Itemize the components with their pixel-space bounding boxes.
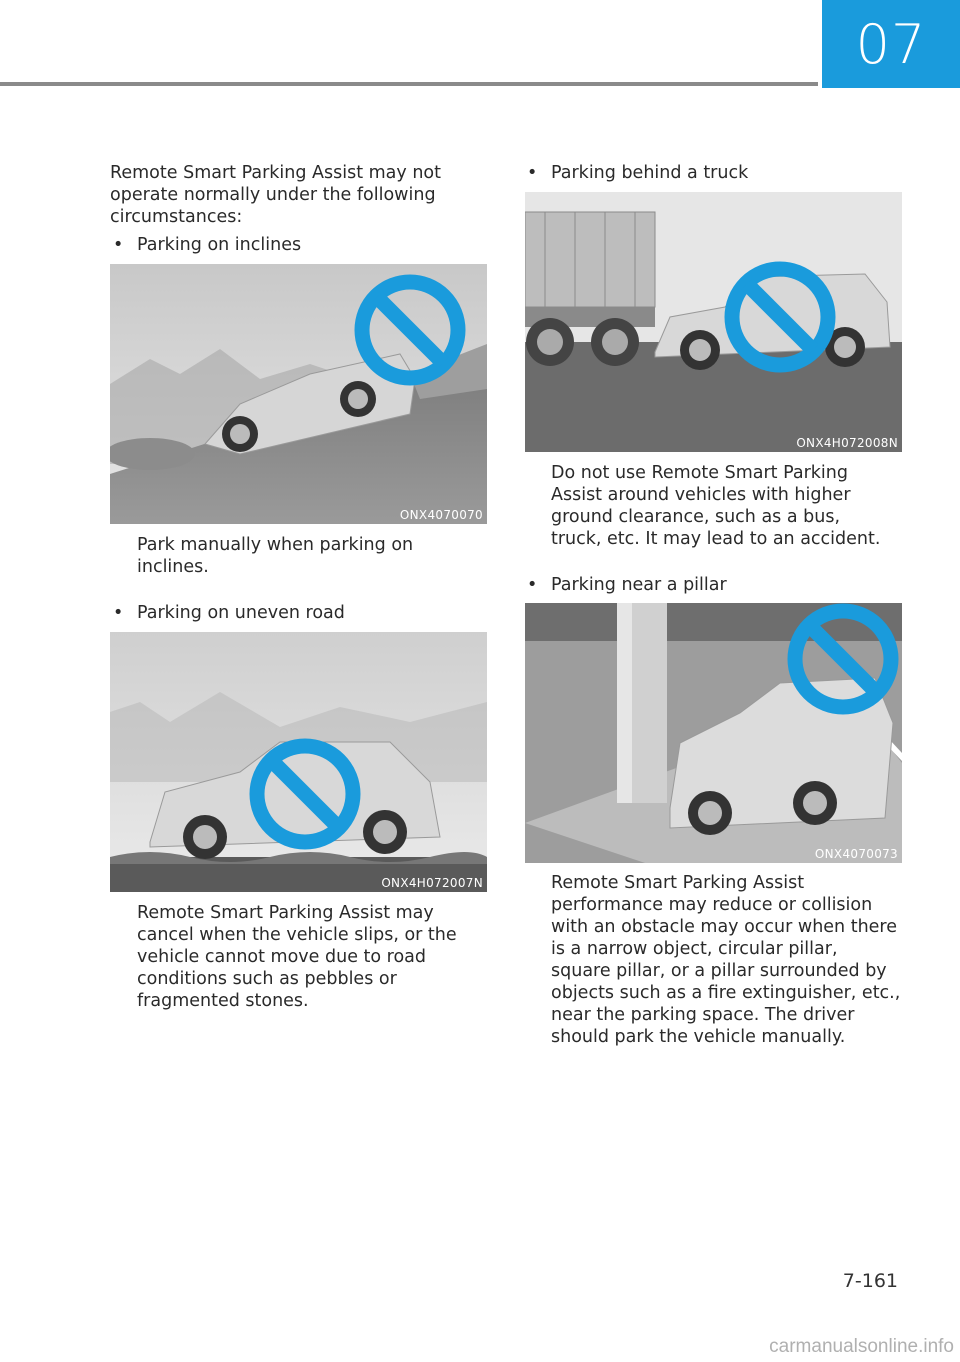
- header-rule: [0, 82, 818, 86]
- bullet-uneven-road: [113, 602, 345, 624]
- bullet-glyph: •: [527, 575, 538, 595]
- figure-code: ONX4070073: [814, 847, 898, 861]
- bullet-inclines-title: Parking on inclines: [137, 235, 302, 255]
- bullet-glyph: •: [113, 235, 124, 255]
- bullet-uneven-road-title: Parking on uneven road: [137, 603, 345, 623]
- figure-inclines: [110, 264, 487, 524]
- bullet-truck: [527, 162, 749, 184]
- figure-truck: [525, 192, 902, 452]
- figure-code: ONX4H072008N: [796, 436, 898, 450]
- bullet-glyph: •: [113, 603, 124, 623]
- inclines-description: Park manually when parking on inclines.: [137, 535, 414, 577]
- chapter-tab: 07: [822, 0, 960, 88]
- bullet-truck-title: Parking behind a truck: [551, 163, 749, 183]
- truck-description: Do not use Remote Smart Parking Assist around vehicles with higher ground clearance, such as a bus, truck, etc. It may lead to an accident.: [551, 463, 881, 549]
- bullet-pillar: [527, 574, 727, 596]
- figure-uneven-road: [110, 632, 487, 892]
- figure-code: ONX4H072007N: [381, 876, 483, 890]
- page-number: 7-161: [842, 1270, 898, 1292]
- pillar-description: Remote Smart Parking Assist performance may reduce or collision with an obstacle may occur when there is a narrow object, circular pillar, square pillar, or a pillar surrounded by objects such as a fire extinguisher, etc., near the parking space. The driver should park the vehicle manually.: [551, 873, 901, 1047]
- intro-paragraph: Remote Smart Parking Assist may not operate normally under the following circumstances:: [110, 163, 441, 227]
- bullet-inclines: [113, 234, 302, 256]
- figure-pillar: [525, 603, 902, 863]
- watermark[interactable]: carmanualsonline.info: [769, 1336, 954, 1357]
- bullet-pillar-title: Parking near a pillar: [551, 575, 727, 595]
- figure-code: ONX4070070: [399, 508, 483, 522]
- uneven-road-description: Remote Smart Parking Assist may cancel when the vehicle slips, or the vehicle cannot move due to road conditions such as pebbles or fragmented stones.: [137, 903, 457, 1011]
- bullet-glyph: •: [527, 163, 538, 183]
